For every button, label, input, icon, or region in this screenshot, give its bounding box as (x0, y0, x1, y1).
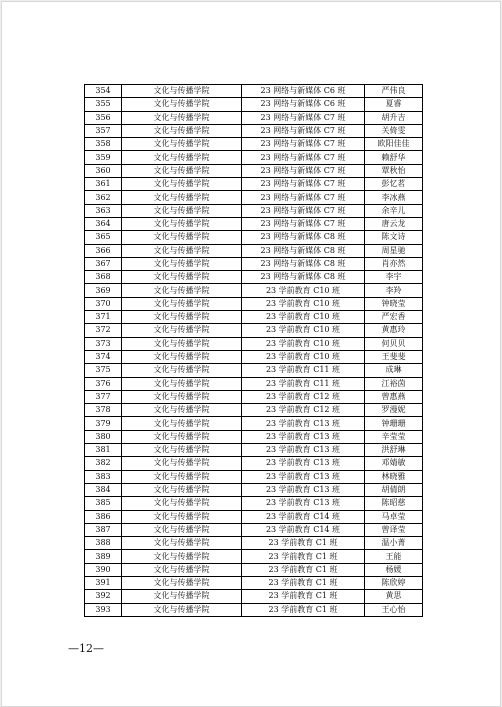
row-number-cell: 359 (85, 151, 122, 164)
class-cell: 23 网络与新媒体 C7 班 (242, 178, 365, 191)
table-row (85, 191, 423, 204)
table-row (85, 231, 423, 244)
college-cell: 文化与传播学院 (122, 85, 242, 98)
college-cell: 文化与传播学院 (122, 350, 242, 363)
student-name-cell: 杨媛 (365, 563, 423, 576)
table-row (85, 364, 423, 377)
college-cell: 文化与传播学院 (122, 510, 242, 523)
table-row (85, 510, 423, 523)
student-name-cell: 李羚 (365, 284, 423, 297)
college-cell: 文化与传播学院 (122, 457, 242, 470)
row-number-cell: 372 (85, 324, 122, 337)
college-cell: 文化与传播学院 (122, 430, 242, 443)
college-cell: 文化与传播学院 (122, 151, 242, 164)
college-cell: 文化与传播学院 (122, 563, 242, 576)
class-cell: 23 网络与新媒体 C6 班 (242, 98, 365, 111)
college-cell: 文化与传播学院 (122, 550, 242, 563)
row-number-cell: 375 (85, 364, 122, 377)
student-name-cell: 赖舒华 (365, 151, 423, 164)
class-cell: 23 学前教育 C13 班 (242, 417, 365, 430)
college-cell: 文化与传播学院 (122, 483, 242, 496)
row-number-cell: 381 (85, 444, 122, 457)
student-name-cell: 胡升吉 (365, 111, 423, 124)
table-row (85, 271, 423, 284)
table-row (85, 537, 423, 550)
table-row (85, 430, 423, 443)
college-cell: 文化与传播学院 (122, 337, 242, 350)
college-cell: 文化与传播学院 (122, 470, 242, 483)
row-number-cell: 366 (85, 244, 122, 257)
row-number-cell: 362 (85, 191, 122, 204)
student-name-cell: 林晓雅 (365, 470, 423, 483)
table-row (85, 390, 423, 403)
student-name-cell: 王心怡 (365, 603, 423, 616)
row-number-cell: 383 (85, 470, 122, 483)
college-cell: 文化与传播学院 (122, 576, 242, 589)
class-cell: 23 网络与新媒体 C7 班 (242, 111, 365, 124)
roster-table-body (85, 85, 423, 617)
student-name-cell: 温小菁 (365, 537, 423, 550)
row-number-cell: 356 (85, 111, 122, 124)
table-row (85, 324, 423, 337)
table-row (85, 337, 423, 350)
college-cell: 文化与传播学院 (122, 603, 242, 616)
student-name-cell: 李冰燕 (365, 191, 423, 204)
table-row (85, 563, 423, 576)
row-number-cell: 373 (85, 337, 122, 350)
college-cell: 文化与传播学院 (122, 364, 242, 377)
student-name-cell: 陈文诗 (365, 231, 423, 244)
student-name-cell: 周星驰 (365, 244, 423, 257)
class-cell: 23 网络与新媒体 C8 班 (242, 244, 365, 257)
row-number-cell: 380 (85, 430, 122, 443)
table-row (85, 576, 423, 589)
document-page (1, 1, 501, 707)
row-number-cell: 355 (85, 98, 122, 111)
college-cell: 文化与传播学院 (122, 164, 242, 177)
class-cell: 23 学前教育 C1 班 (242, 576, 365, 589)
table-row (85, 257, 423, 270)
table-row (85, 590, 423, 603)
college-cell: 文化与传播学院 (122, 404, 242, 417)
student-name-cell: 罗漫妮 (365, 404, 423, 417)
college-cell: 文化与传播学院 (122, 271, 242, 284)
class-cell: 23 学前教育 C13 班 (242, 470, 365, 483)
class-cell: 23 网络与新媒体 C7 班 (242, 191, 365, 204)
row-number-cell: 358 (85, 138, 122, 151)
class-cell: 23 学前教育 C13 班 (242, 457, 365, 470)
row-number-cell: 363 (85, 204, 122, 217)
table-row (85, 550, 423, 563)
class-cell: 23 学前教育 C1 班 (242, 563, 365, 576)
college-cell: 文化与传播学院 (122, 217, 242, 230)
table-row (85, 497, 423, 510)
class-cell: 23 网络与新媒体 C8 班 (242, 271, 365, 284)
class-cell: 23 网络与新媒体 C8 班 (242, 231, 365, 244)
college-cell: 文化与传播学院 (122, 111, 242, 124)
row-number-cell: 385 (85, 497, 122, 510)
row-number-cell: 379 (85, 417, 122, 430)
row-number-cell: 393 (85, 603, 122, 616)
row-number-cell: 361 (85, 178, 122, 191)
college-cell: 文化与传播学院 (122, 138, 242, 151)
row-number-cell: 360 (85, 164, 122, 177)
class-cell: 23 学前教育 C1 班 (242, 590, 365, 603)
college-cell: 文化与传播学院 (122, 98, 242, 111)
college-cell: 文化与传播学院 (122, 204, 242, 217)
class-cell: 23 网络与新媒体 C7 班 (242, 124, 365, 137)
table-row (85, 444, 423, 457)
table-row (85, 138, 423, 151)
row-number-cell: 365 (85, 231, 122, 244)
row-number-cell: 369 (85, 284, 122, 297)
college-cell: 文化与传播学院 (122, 244, 242, 257)
class-cell: 23 学前教育 C14 班 (242, 523, 365, 536)
table-row (85, 204, 423, 217)
student-name-cell: 唐云龙 (365, 217, 423, 230)
student-name-cell: 严宏香 (365, 311, 423, 324)
class-cell: 23 学前教育 C12 班 (242, 390, 365, 403)
student-name-cell: 邓婧敏 (365, 457, 423, 470)
student-name-cell: 夏睿 (365, 98, 423, 111)
student-name-cell: 成琳 (365, 364, 423, 377)
class-cell: 23 网络与新媒体 C6 班 (242, 85, 365, 98)
row-number-cell: 390 (85, 563, 122, 576)
class-cell: 23 网络与新媒体 C7 班 (242, 151, 365, 164)
row-number-cell: 357 (85, 124, 122, 137)
row-number-cell: 364 (85, 217, 122, 230)
student-name-cell: 钟晓莹 (365, 297, 423, 310)
table-row (85, 377, 423, 390)
student-name-cell: 王斐斐 (365, 350, 423, 363)
class-cell: 23 网络与新媒体 C7 班 (242, 138, 365, 151)
student-name-cell: 余辛儿 (365, 204, 423, 217)
student-name-cell: 辛莹莹 (365, 430, 423, 443)
table-row (85, 470, 423, 483)
row-number-cell: 367 (85, 257, 122, 270)
row-number-cell: 386 (85, 510, 122, 523)
student-name-cell: 黄思 (365, 590, 423, 603)
row-number-cell: 389 (85, 550, 122, 563)
row-number-cell: 382 (85, 457, 122, 470)
row-number-cell: 388 (85, 537, 122, 550)
college-cell: 文化与传播学院 (122, 324, 242, 337)
table-row (85, 98, 423, 111)
table-row (85, 284, 423, 297)
student-name-cell: 钟珊珊 (365, 417, 423, 430)
college-cell: 文化与传播学院 (122, 497, 242, 510)
table-row (85, 217, 423, 230)
table-row (85, 178, 423, 191)
college-cell: 文化与传播学院 (122, 178, 242, 191)
class-cell: 23 学前教育 C10 班 (242, 324, 365, 337)
class-cell: 23 学前教育 C13 班 (242, 444, 365, 457)
student-name-cell: 李宇 (365, 271, 423, 284)
table-row (85, 244, 423, 257)
table-row (85, 85, 423, 98)
table-row (85, 164, 423, 177)
class-cell: 23 学前教育 C13 班 (242, 497, 365, 510)
student-name-cell: 彭忆茗 (365, 178, 423, 191)
table-row (85, 603, 423, 616)
student-name-cell: 黄惠玲 (365, 324, 423, 337)
class-cell: 23 网络与新媒体 C8 班 (242, 257, 365, 270)
table-row (85, 124, 423, 137)
table-row (85, 151, 423, 164)
student-name-cell: 肖亦然 (365, 257, 423, 270)
student-name-cell: 王能 (365, 550, 423, 563)
table-row (85, 311, 423, 324)
class-cell: 23 学前教育 C1 班 (242, 603, 365, 616)
table-row (85, 417, 423, 430)
college-cell: 文化与传播学院 (122, 191, 242, 204)
table-row (85, 404, 423, 417)
row-number-cell: 392 (85, 590, 122, 603)
student-name-cell: 何贝贝 (365, 337, 423, 350)
row-number-cell: 368 (85, 271, 122, 284)
class-cell: 23 学前教育 C10 班 (242, 337, 365, 350)
class-cell: 23 学前教育 C12 班 (242, 404, 365, 417)
row-number-cell: 387 (85, 523, 122, 536)
college-cell: 文化与传播学院 (122, 311, 242, 324)
row-number-cell: 391 (85, 576, 122, 589)
row-number-cell: 370 (85, 297, 122, 310)
student-name-cell: 关倚雯 (365, 124, 423, 137)
class-cell: 23 网络与新媒体 C7 班 (242, 204, 365, 217)
student-name-cell: 江裕茵 (365, 377, 423, 390)
row-number-cell: 354 (85, 85, 122, 98)
class-cell: 23 学前教育 C10 班 (242, 350, 365, 363)
class-cell: 23 学前教育 C11 班 (242, 364, 365, 377)
row-number-cell: 384 (85, 483, 122, 496)
class-cell: 23 网络与新媒体 C7 班 (242, 164, 365, 177)
student-name-cell: 马卓莹 (365, 510, 423, 523)
class-cell: 23 学前教育 C14 班 (242, 510, 365, 523)
class-cell: 23 学前教育 C13 班 (242, 430, 365, 443)
college-cell: 文化与传播学院 (122, 417, 242, 430)
row-number-cell: 377 (85, 390, 122, 403)
class-cell: 23 学前教育 C10 班 (242, 311, 365, 324)
class-cell: 23 学前教育 C10 班 (242, 284, 365, 297)
row-number-cell: 378 (85, 404, 122, 417)
student-name-cell: 胡倩朗 (365, 483, 423, 496)
table-row (85, 457, 423, 470)
student-name-cell: 洪舒琳 (365, 444, 423, 457)
table-row (85, 297, 423, 310)
college-cell: 文化与传播学院 (122, 257, 242, 270)
college-cell: 文化与传播学院 (122, 297, 242, 310)
student-name-cell: 严伟良 (365, 85, 423, 98)
row-number-cell: 374 (85, 350, 122, 363)
student-name-cell: 陈昭慈 (365, 497, 423, 510)
student-name-cell: 曾惠燕 (365, 390, 423, 403)
student-name-cell: 覃秋怡 (365, 164, 423, 177)
college-cell: 文化与传播学院 (122, 390, 242, 403)
class-cell: 23 学前教育 C1 班 (242, 550, 365, 563)
class-cell: 23 学前教育 C10 班 (242, 297, 365, 310)
class-cell: 23 学前教育 C1 班 (242, 537, 365, 550)
table-row (85, 523, 423, 536)
table-row (85, 350, 423, 363)
college-cell: 文化与传播学院 (122, 377, 242, 390)
class-cell: 23 网络与新媒体 C7 班 (242, 217, 365, 230)
page-number: —12— (68, 642, 104, 655)
student-name-cell: 陈欣婷 (365, 576, 423, 589)
college-cell: 文化与传播学院 (122, 537, 242, 550)
student-name-cell: 曾译莹 (365, 523, 423, 536)
college-cell: 文化与传播学院 (122, 590, 242, 603)
college-cell: 文化与传播学院 (122, 124, 242, 137)
student-name-cell: 欧阳佳佳 (365, 138, 423, 151)
row-number-cell: 371 (85, 311, 122, 324)
college-cell: 文化与传播学院 (122, 444, 242, 457)
college-cell: 文化与传播学院 (122, 523, 242, 536)
student-roster-table (84, 84, 423, 617)
table-row (85, 111, 423, 124)
class-cell: 23 学前教育 C11 班 (242, 377, 365, 390)
college-cell: 文化与传播学院 (122, 231, 242, 244)
row-number-cell: 376 (85, 377, 122, 390)
class-cell: 23 学前教育 C13 班 (242, 483, 365, 496)
college-cell: 文化与传播学院 (122, 284, 242, 297)
table-row (85, 483, 423, 496)
